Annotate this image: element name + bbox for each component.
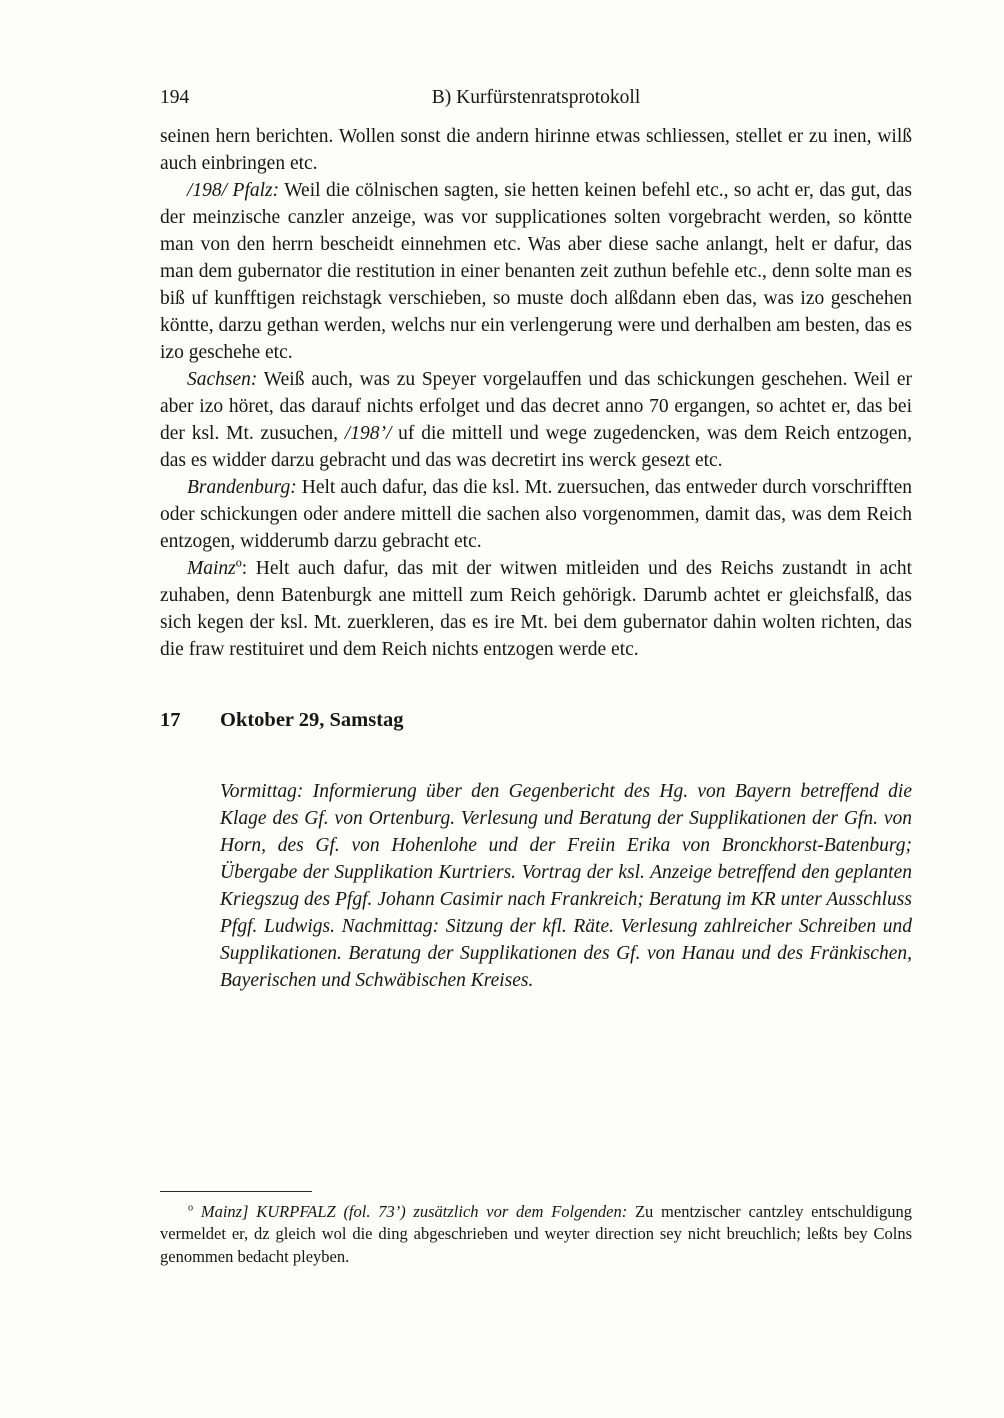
protocol-body (160, 123, 912, 663)
entry-summary (220, 778, 912, 994)
footnote (160, 1201, 912, 1269)
text-segment: Mainz] KURPFALZ (fol. 73’) zusätzlich vor dem Folgenden: (200, 1201, 628, 1221)
text-segment: seinen hern berichten. Wollen sonst die andern hirinne etwas schliessen, stellet er zu inen, wilß auch einbringen etc. (160, 126, 912, 174)
entry-heading (160, 707, 912, 734)
text-segment: Weil die cölnischen sagten, sie hetten keinen befehl etc., so acht er, das gut, das der meinzische canzler anzeige, was vor supplicationes solten vorgebracht werden, so köntte man von den herrn bescheidt einnehmen etc. Was aber diese sache anlangt, helt er dafur, das man dem gubernator die restitution in einer benanten zeit zuthun befehle etc., denn solte man es biß uf kunfftigen reichstagk verschieben, so muste doch alßdann eben das, was izo geschehen köntte, darzu gethan werden, welchs nur ein verlengerung were und derhalben am besten, das es izo geschehe etc. (160, 180, 912, 363)
page-header (160, 84, 912, 111)
text-segment: Brandenburg: (187, 477, 297, 498)
text-segment (193, 1202, 201, 1221)
paragraph-pfalz (160, 177, 912, 366)
footnote-rule (160, 1191, 312, 1192)
text-segment: : Helt auch dafur, das mit der witwen mitleiden und des Reichs zustandt in acht zuhaben, denn Batenburgk ane mittell zum Reich gehörigk. Darumb achtet er gleichsfalß, das sich kegen der ksl. Mt. zuerkleren, das es ire Mt. bei dem gubernator dahin wolten richten, das die fraw restituiret und dem Reich nichts entzogen werde etc. (160, 558, 912, 660)
entry-number: 17 (160, 709, 181, 731)
text-segment: Sachsen: (187, 369, 258, 390)
paragraph-mainz (160, 555, 912, 663)
text-segment: Vormittag: Informierung über den Gegenbericht des Hg. von Bayern betreffend die Klage des Gf. von Ortenburg. Verlesung und Beratung der Supplikationen der Gfn. von Horn, des Gf. von Hohenlohe und der Freiin Erika von Bronckhorst-Batenburg; Übergabe der Supplikation Kurtriers. Vortrag der ksl. Anzeige betreffend den geplanten Kriegszug des Pfgf. Johann Casimir nach Frankreich; Beratung im KR unter Ausschluss Pfgf. Ludwigs. Nachmittag: Sitzung der kfl. Räte. Verlesung zahlreicher Schreiben und Supplikationen. Beratung der Supplikationen des Gf. von Hanau und des Fränkischen, Bayerischen und Schwäbischen Kreises. (220, 781, 912, 991)
text-segment: Helt auch dafur, das die ksl. Mt. zuersuchen, das entweder durch vorschrifften oder schickungen oder andere mittell die sachen also vorgenommen, damit das, was dem Reich entzogen, widderumb darzu gebracht etc. (160, 477, 912, 552)
footnote-marker: o (235, 555, 242, 570)
text-segment: Mainz (187, 558, 236, 579)
paragraph-continuation (160, 123, 912, 177)
footnote-marker: o (188, 1202, 194, 1213)
text-segment: Zu mentzischer cantzley entschuldigung vermeldet er, dz gleich wol die ding abgeschrieben und weyter direction sey nicht breuchlich; leßts bey Colns genommen bedacht pleyben. (160, 1201, 912, 1266)
page-number: 194 (160, 87, 190, 108)
text-segment: /198/ Pfalz: (187, 180, 280, 201)
text-segment: Weiß auch, was zu Speyer vorgelauffen und das schickungen geschehen. Weil er aber izo höret, das darauf nichts erfolget und das decret anno 70 ergangen, so achtet er, das bei der ksl. Mt. zusuchen, (160, 369, 912, 444)
paragraph-brandenburg (160, 474, 912, 555)
running-title: B) Kurfürstenratsprotokoll (431, 87, 641, 108)
text-segment: uf die mittell und wege zugedencken, was dem Reich entzogen, das es widder darzu gebracht und das was decretirt ins werck gesezt etc. (160, 423, 912, 471)
text-segment: /198’/ (344, 423, 392, 444)
entry-title: Oktober 29, Samstag (220, 709, 404, 731)
paragraph-sachsen (160, 366, 912, 474)
footnote-area (160, 1191, 912, 1269)
